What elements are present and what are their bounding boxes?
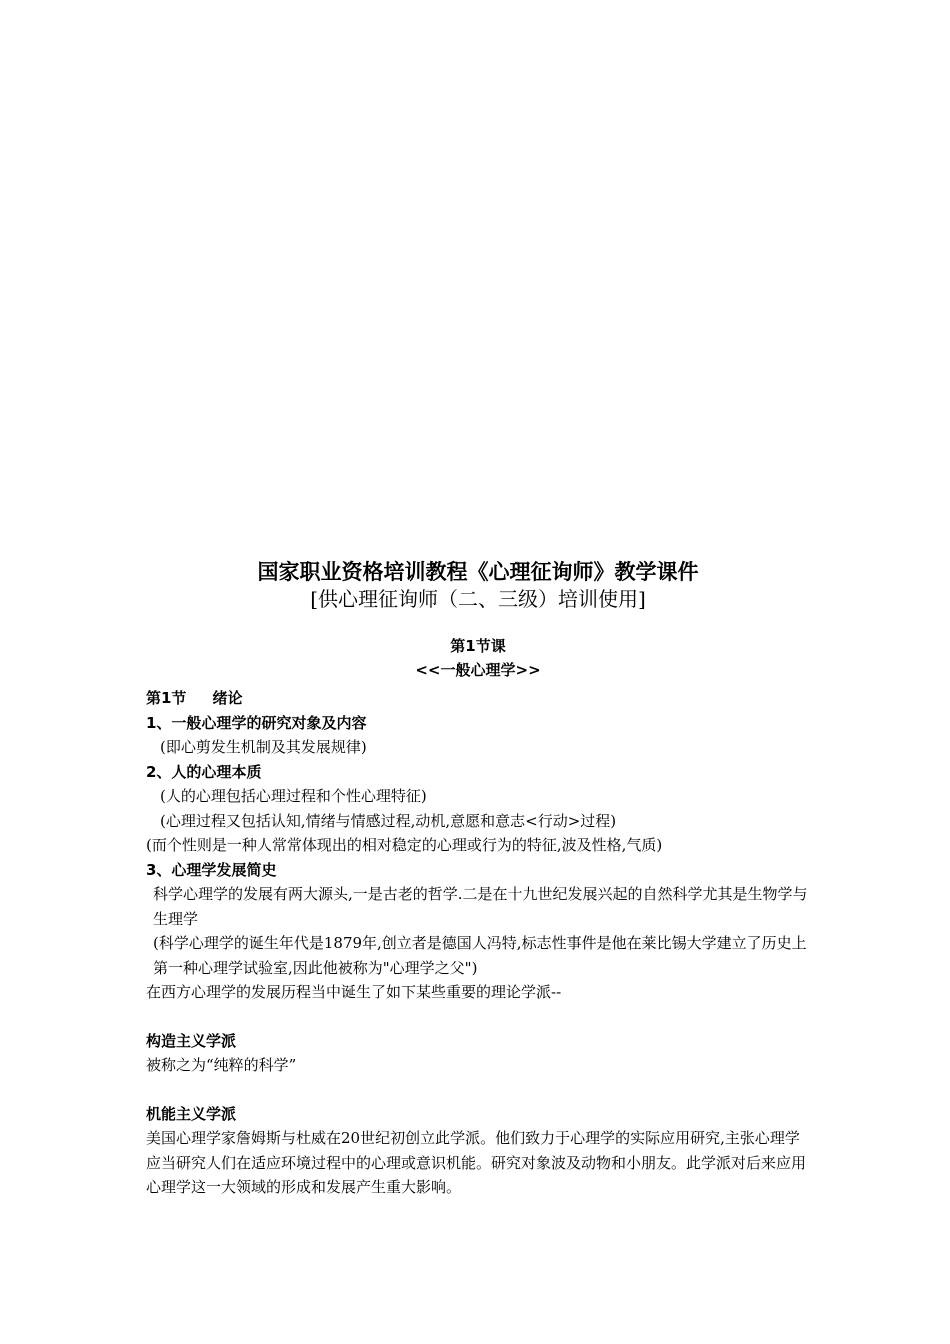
history-paragraph: (科学心理学的诞生年代是1879年,创立者是德国人冯特,标志性事件是他在莱比锡大学建立了历史上第一种心理学试验室,因此他被称为"心理学之父") (153, 934, 807, 977)
spacer (146, 1078, 810, 1102)
history-paragraph: 在西方心理学的发展历程当中诞生了如下某些重要的理论学派-- (146, 983, 562, 1001)
item-heading: 1、一般心理学的研究对象及内容 (146, 713, 367, 732)
school-description: 被称之为“纯粹的科学” (146, 1056, 297, 1074)
history-paragraph: 科学心理学的发展有两大源头,一是古老的哲学.二是在十九世纪发展兴起的自然科学尤其是生物学与生理学 (153, 885, 808, 928)
section-heading (146, 686, 810, 711)
document-body (146, 558, 810, 1200)
item-note: (而个性则是一种人常常体现出的相对稳定的心理或行为的特征,波及性格,气质) (146, 836, 663, 854)
course-heading: <<一般心理学>> (415, 661, 541, 679)
section-name: 绪论 (212, 689, 243, 707)
section-label: 第1节 (146, 689, 187, 707)
school-description: 美国心理学家詹姆斯与杜威在20世纪初创立此学派。他们致力于心理学的实际应用研究,主张心理学应当研究人们在适应环境过程中的心理或意识机能。研究对象波及动物和小朋友。此学派对后来应用心理学这一大领域的形成和发展产生重大影响。 (146, 1129, 807, 1196)
document-title: 国家职业资格培训教程《心理征询师》教学课件 (257, 560, 699, 584)
item-note: (心理过程又包括认知,情绪与情感过程,动机,意愿和意志<行动>过程) (160, 811, 617, 830)
item-note: (人的心理包括心理过程和个性心理特征) (160, 787, 427, 805)
item-heading: 3、心理学发展简史 (146, 860, 277, 879)
school-heading: 机能主义学派 (146, 1104, 237, 1123)
school-heading: 构造主义学派 (146, 1031, 237, 1050)
item-note: (即心剪发生机制及其发展规律) (160, 738, 367, 756)
document-subtitle: [供心理征询师（二、三级）培训使用] (310, 587, 646, 611)
lesson-heading: 第1节课 (450, 637, 506, 655)
item-heading: 2、人的心理本质 (146, 762, 262, 781)
spacer (146, 1005, 810, 1029)
